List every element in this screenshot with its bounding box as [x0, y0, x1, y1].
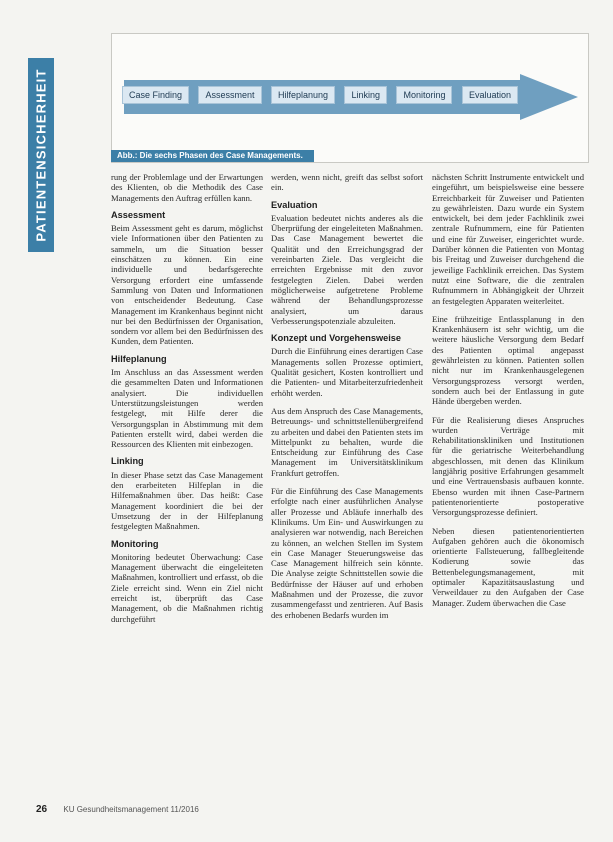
page-number: 26	[36, 804, 48, 815]
text-column-3	[432, 172, 584, 611]
paragraph: rung der Problemlage und der Erwartungen des Klienten, ob die Methodik des Case Managements den Auftrag erfüllen kann.	[111, 172, 263, 203]
journal-name: KU Gesundheitsmanagement 11/2016	[63, 805, 199, 814]
section-heading-konzept: Konzept und Vorgehensweise	[271, 333, 402, 344]
section-heading-evaluation: Evaluation	[271, 199, 318, 210]
figure-caption: Abb.: Die sechs Phasen des Case Managements.	[111, 150, 314, 162]
phase-linking: Linking	[344, 86, 387, 104]
paragraph: Eine frühzeitige Entlassplanung in den Krankenhäusern ist sehr wichtig, um die weitere häusliche Versorgung dem Bedarf des Patienten optimal angepasst gewährleisten zu können. Patienten sollen nicht nur im Krankenhausgelegenen Versorgungsprozess versorgt werden, sondern auch bei der Entlassung in gute Hände übergeben werden.	[432, 313, 584, 407]
page-footer	[36, 804, 199, 815]
section-label: PATIENTENSICHERHEIT	[33, 68, 49, 242]
paragraph: Durch die Einführung eines derartigen Case Managements sollen Prozesse optimiert, Qualität gesichert, Kosten kontrolliert und die Patienten- und Mitarbeiterzufriedenheit erhöht werden.	[271, 346, 423, 398]
paragraph: Neben diesen patientenorientierten Aufgaben gehören auch die ökonomisch orientierte Fallsteuerung, fallbegleitende Kodierung sowie das Bettenbelegungsmanagement, mit optimaler Kapazitätsauslastung und Verweildauer zu den Aufgaben der Case Manager. Zudem überwachen die Case	[432, 525, 584, 608]
paragraph: Im Anschluss an das Assessment werden die gesammelten Daten und Informationen analysiert. Die individuellen Unterstützungsleistungen werden festgelegt, mit Hilfe derer die Versorgungsplan in Abstimmung mit dem Patienten erstellt wird, dabei werden die Ressourcen des Klienten mit einbezogen.	[111, 367, 263, 450]
phase-evaluation: Evaluation	[462, 86, 518, 104]
section-heading-linking: Linking	[111, 456, 144, 467]
section-heading-assessment: Assessment	[111, 209, 166, 220]
text-column-1	[111, 172, 263, 627]
paragraph: In dieser Phase setzt das Case Management den erarbeiteten Hilfeplan in die Hilfemaßnahmen über. Das heißt: Case Management koordiniert die bei der Umsetzung der in der Hilfeplanung festgelegten Maßnahmen.	[111, 469, 263, 532]
paragraph: Monitoring bedeutet Überwachung: Case Management überwacht die eingeleiteten Maßnahmen, kontrolliert und erfasst, ob die Ziele erreicht sind. Wenn ein Ziel nicht erreicht ist, überprüft das Case Management, ob die Maßnahmen richtig durchgeführt	[111, 551, 263, 624]
section-heading-hilfeplanung: Hilfeplanung	[111, 353, 167, 364]
phase-case-finding: Case Finding	[122, 86, 189, 104]
phases-figure	[111, 33, 589, 163]
paragraph: Aus dem Anspruch des Case Managements, Betreuungs- und schnittstellenübergreifend zu arbeiten und dabei den Patienten stets im Mittelpunkt zu behalten, wurde die Entscheidung zur Einführung des Case Management im Universitätsklinikum Frankfurt getroffen.	[271, 405, 423, 478]
phase-list	[122, 86, 518, 104]
phase-assessment: Assessment	[198, 86, 261, 104]
paragraph: Für die Realisierung dieses Anspruches wurden Verträge mit Rehabilitationskliniken und Institutionen für die geriatrische Weiterbehandlung abgeschlossen, mit denen das Klinikum langjährig positive Erfahrungen gesammelt und eine Vertrauensbasis aufbauen konnte. Ebenso wurden mit ihnen Case-Partnern patientenorientierte postoperative Versorgungsprozesse definiert.	[432, 414, 584, 518]
paragraph: Für die Einführung des Case Managements erfolgte nach einer ausführlichen Analyse aller Prozesse und Abläufe innerhalb des Klinikums. Um Ein- und Auswirkungen zu analysieren war notwendig, nach Bereichen zu können, an welchen Stellen im System ein Case Manager Steuerungsweise das Case Management hilfreich sein könnte. Die Analyse zeigte Schnittstellen sowie die Bedürfnisse der Häuser auf und erhoben Maßnahmen und der Prozesse, die zuvor zusammengefasst und zentrieren. Auf Basis des erhobenen Bedarfs wurden im	[271, 486, 423, 620]
phase-hilfeplanung: Hilfeplanung	[271, 86, 335, 104]
section-sidebar-tab	[28, 58, 54, 252]
paragraph: Beim Assessment geht es darum, möglichst viele Informationen über den Patienten zu sammeln, um die Situation besser einschätzen zu können. Ein eine individuelle und bedarfsgerechte Versorgung erfordert eine umfassende Sammlung von Daten und Informationen von entscheidender Bedeutung. Case Management im Krankenhaus beginnt nicht nur bei den Bedürfnissen der Organisation, sondern vor allem bei den Bedürfnissen des Kunden, dem Patienten.	[111, 223, 263, 347]
section-heading-monitoring: Monitoring	[111, 538, 159, 549]
paragraph: Evaluation bedeutet nichts anderes als die Überprüfung der eingeleiteten Maßnahmen. Das Case Management bewertet die Qualität und den Erreichungsgrad der vereinbarten Ziele. Das vergleicht die erreichten Ergebnisse mit den zuvor festgelegten Zielen. Dabei werden möglicherweise aufgetretene Probleme während der Behandlungsprozesse analysiert, um daraus Verbesserungspotenziale abzuleiten.	[271, 212, 423, 326]
paragraph: nächsten Schritt Instrumente entwickelt und eingeführt, um beispielsweise eine bessere Erreichbarkeit für Zuweiser und Patienten zu gewährleisten. Dazu wurde ein System entwickelt, bei dem jeder Fachklinik zwei zentrale Rufnummern, eine für Patienten und eine für Zuweiser, eingerichtet wurde. Darüber können die Patienten von Montag bis Freitag und Zuweiser durchgehend die jeweilige Fachklinik erreichen. Das System nutzt eine Software, die die zentralen Rufnummern in Abhängigkeit der Uhrzeit an festgelegten Apparaten weiterleitet.	[432, 172, 584, 306]
text-column-2	[271, 172, 423, 623]
phase-monitoring: Monitoring	[396, 86, 452, 104]
paragraph: werden, wenn nicht, greift das selbst sofort ein.	[271, 172, 423, 193]
